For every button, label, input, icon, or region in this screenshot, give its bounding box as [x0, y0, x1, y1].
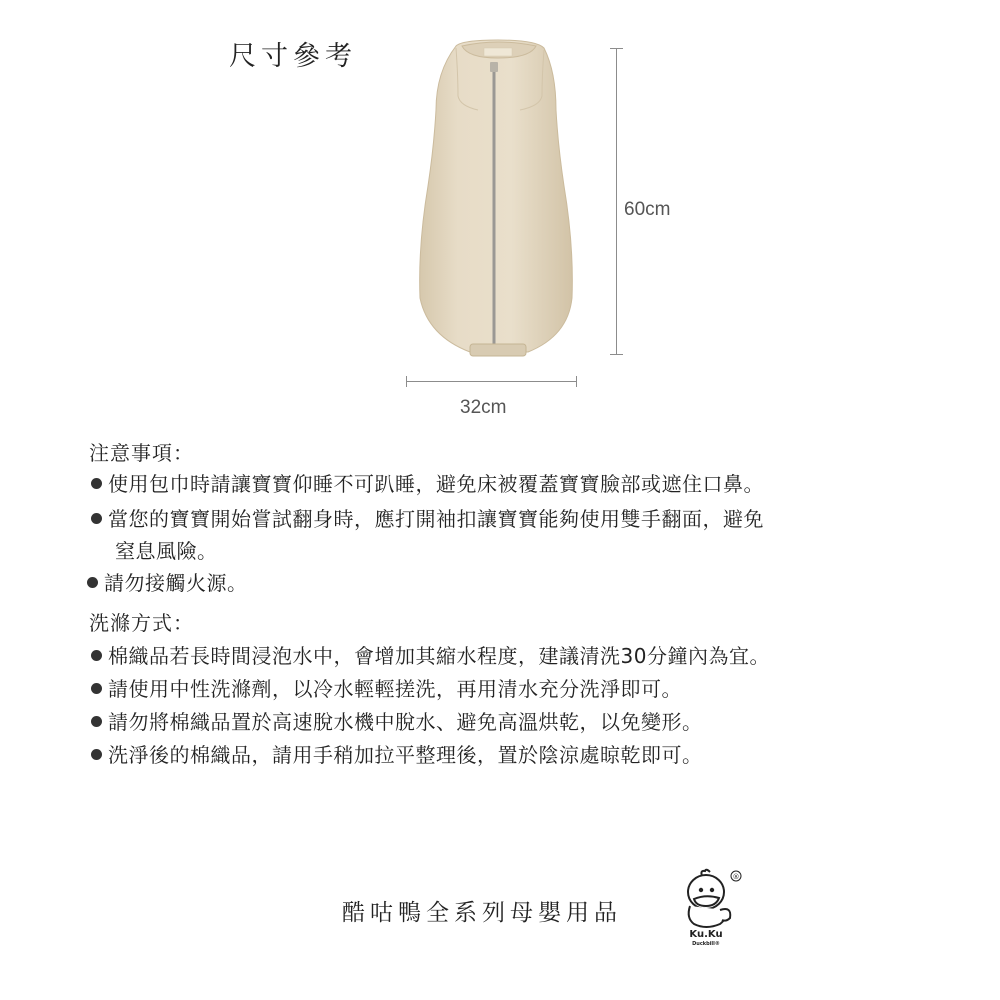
kuku-duck-logo: [672, 866, 748, 946]
bullet-icon: [91, 513, 102, 524]
bullet-icon: [91, 650, 102, 661]
washing-heading: 洗滌方式：: [89, 611, 194, 635]
width-dimension-line: [406, 381, 576, 382]
bullet-icon: [91, 716, 102, 727]
note-item-text: 當您的寶寶開始嘗試翻身時，應打開袖扣讓寶寶能夠使用雙手翻面，避免: [108, 507, 764, 531]
washing-item-text: 請使用中性洗滌劑，以冷水輕輕搓洗，再用清水充分洗淨即可。: [108, 677, 682, 701]
width-dimension-right-cap: [576, 376, 577, 387]
bullet-icon: [87, 577, 98, 588]
washing-item-1: [91, 640, 770, 672]
logo-brand-text: Ku.Ku: [689, 929, 723, 940]
width-label: 32cm: [460, 397, 507, 418]
size-reference-title: 尺寸參考: [229, 41, 357, 72]
note-item-1: [91, 468, 764, 500]
note-item-continuation: 窒息風險。: [115, 539, 218, 563]
note-item-2: [91, 503, 764, 567]
bullet-icon: [91, 478, 102, 489]
washing-item-text: 洗淨後的棉織品，請用手稍加拉平整理後，置於陰涼處晾乾即可。: [108, 743, 703, 767]
logo-sub-text: Duckbill®: [692, 941, 720, 946]
washing-item-4: [91, 739, 703, 771]
washing-item-3: [91, 706, 703, 738]
washing-item-text: 請勿將棉織品置於高速脫水機中脫水、避免高溫烘乾，以免變形。: [108, 710, 703, 734]
height-dimension-top-cap: [610, 48, 623, 49]
note-item-text: 使用包巾時請讓寶寶仰睡不可趴睡，避免床被覆蓋寶寶臉部或遮住口鼻。: [108, 472, 764, 496]
notes-heading: 注意事項：: [89, 441, 194, 465]
bullet-icon: [91, 749, 102, 760]
height-dimension-bottom-cap: [610, 354, 623, 355]
sleep-sack-image: [398, 36, 598, 366]
registered-mark: ®: [732, 873, 740, 881]
washing-item-text: 棉織品若長時間浸泡水中，會增加其縮水程度，建議清洗30分鐘內為宜。: [108, 644, 770, 668]
washing-item-2: [91, 673, 682, 705]
note-item-3: [87, 567, 248, 599]
note-item-text: 請勿接觸火源。: [104, 571, 248, 595]
brand-footer-text: 酷咕鴨全系列母嬰用品: [342, 900, 622, 926]
height-dimension-line: [616, 48, 617, 354]
height-label: 60cm: [624, 199, 671, 220]
width-dimension-left-cap: [406, 376, 407, 387]
bullet-icon: [91, 683, 102, 694]
